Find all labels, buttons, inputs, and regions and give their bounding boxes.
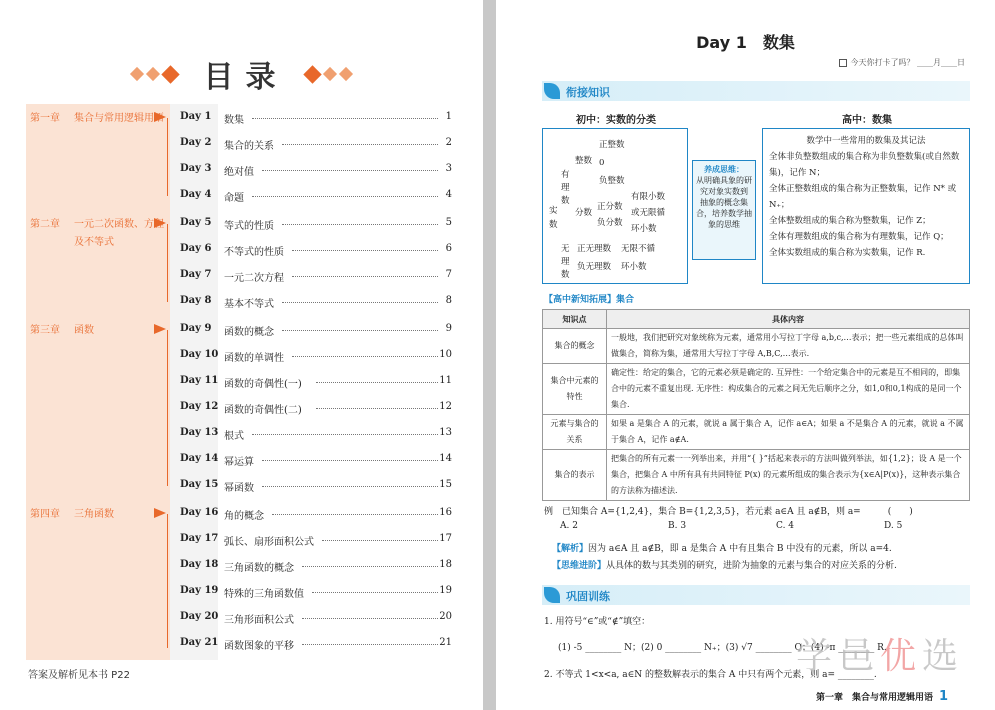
question-1-blanks[interactable]: (1) -5 ________ N；(2) 0 ________ N₊；(3) √7 ________ Q；(4) -π ________ R. — [558, 643, 887, 653]
question-1: 1. 用符号“∈”或“∉”填空： — [544, 617, 651, 627]
expand-label: 【高中新知拓展】集合 — [544, 295, 635, 305]
toc-row[interactable]: Day 14 幂运算 14 — [180, 453, 452, 468]
toc-row[interactable]: Day 5 等式的性质 5 — [180, 217, 452, 232]
toc-row[interactable]: Day 4 命题 4 — [180, 189, 452, 204]
table-row: 集合的表示 把集合的所有元素一一列举出来，并用“{ }”括起来表示的方法叫做列举法，如{1,2}；设 A 是一个集合，把集合 A 中所有具有共同特征 P(x) 的元素所组成的集合表示为{x∈A|P(x)}，这种表示集合的方法称为描述法. — [543, 450, 970, 501]
thinking-box: 养成思维： 从明确具象的研究对象实数到 抽象的概念集合，培养数学抽象的思维 — [692, 160, 756, 260]
example: 例 已知集合 A={1,2,4}，集合 B={1,2,3,5}，若元素 a∈A 且 a∉B，则 a= ( ) — [544, 507, 913, 517]
table-row: 集合中元素的特性 确定性：给定的集合，它的元素必须是确定的. 互异性：一个给定集合中的元素是互不相同的，即集合中的元素不重复出现. 无序性：构成集合的元素之间无先后顺序之分，如1,0和0,1构成的是同一个集合. — [543, 364, 970, 415]
question-2[interactable]: 2. 不等式 1<x<a, a∈N 的整数解表示的集合 A 中只有两个元素，则 a= ________. — [544, 670, 877, 680]
watermark: 学邑优选 — [796, 636, 965, 677]
checkin[interactable]: 今天你打卡了吗？ ____月____日 — [839, 57, 965, 68]
toc-table: 第一章 集合与常用逻辑用语 第二章 一元二次函数、方程及不等式 第三章 函数 第四章 三角函数 Day 1 数集 1 Day 2 集合的关系 2 Day 3 绝对值 3 Day 4 命题 4 Day 5 等式的性质 5 Day 6 不等式的性质 6 Day 7 一元二次方程 7 Day 8 基本不等式 8 Day 9 函数的概念 9 Day 10 函数的单调性 10 Day 11 函数的奇偶性(一) 11 Day 12 函数的奇偶性(二) 12 Day 13 根式 13 Day 14 幂运算 14 Day 15 幂函数 15 Day 16 角的概念 16 Day 17 弧长、扇形面积公式 17 Day 18 三角函数的概念 18 Day 19 特殊的三角函数值 19 Day 20 三角形面积公式 20 Day 21 函数图象的平移 21 — [26, 104, 460, 660]
toc-row[interactable]: Day 9 函数的概念 9 — [180, 323, 452, 338]
diamond-icon — [303, 65, 321, 83]
toc-row[interactable]: Day 17 弧长、扇形面积公式 17 — [180, 533, 452, 548]
toc-row[interactable]: Day 3 绝对值 3 — [180, 163, 452, 178]
table-row: 集合的概念 一般地，我们把研究对象统称为元素，通常用小写拉丁字母 a,b,c,…表示；把一些元素组成的总体叫做集合，简称为集，通常用大写拉丁字母 A,B,C,…表示. — [543, 329, 970, 364]
book-gutter — [483, 0, 496, 710]
toc-page — [0, 0, 483, 710]
section-bar: 巩固训练 — [542, 585, 970, 605]
book-icon — [544, 587, 560, 603]
knowledge-table: 知识点 具体内容 集合的概念 一般地，我们把研究对象统称为元素，通常用小写拉丁字母 a,b,c,…表示；把一些元素组成的总体叫做集合，简称为集，通常用大写拉丁字母 A,B,C,…表示. 集合中元素的特性 确定性：给定的集合，它的元素必须是确定的. 互异性：一个给定集合中的元素是互不相同的，即集合中的元素不重复出现. 无序性：构成集合的元素之间无先后顺序之分，如1,0和0,1构成的是同一个集合. 元素与集合的关系 如果 a 是集合 A 的元素，就说 a 属于集合 A，记作 a∈A；如果 a 不是集合 A 的元素，就说 a 不属于集合 A，记作 a∉A. 集合的表示 把集合的所有元素一一列举出来，并用“{ }”括起来表示的方法叫做列举法，如{1,2}；设 A 是一个集合，把集合 A 中所有具有共同特征 P(x) 的元素所组成的集合表示为{x∈A|P(x)}，这种表示集合的方法称为描述法. — [542, 309, 970, 501]
toc-row[interactable]: Day 19 特殊的三角函数值 19 — [180, 585, 452, 600]
toc-header — [0, 52, 483, 96]
toc-row[interactable]: Day 13 根式 13 — [180, 427, 452, 442]
analysis: 【解析】因为 a∈A 且 a∉B，即 a 是集合 A 中有且集合 B 中没有的元素，所以 a=4. — [552, 544, 892, 554]
page-number: 1 — [939, 689, 949, 704]
classification-tree: 实 数 有理数 无理数 整数 分数 正整数 0 负整数 正分数 负分数 有限小数 或无限循 环小数 正无理数 负无理数 无限不循 环小数 — [542, 128, 688, 284]
toc-row[interactable]: Day 7 一元二次方程 7 — [180, 269, 452, 284]
diamond-icon — [323, 67, 337, 81]
toc-row[interactable]: Day 10 函数的单调性 10 — [180, 349, 452, 364]
diamond-icon — [162, 65, 180, 83]
thinking-advance: 【思维进阶】从具体的数与其类别的研究，进阶为抽象的元素与集合的对应关系的分析. — [552, 561, 897, 571]
checkbox-icon[interactable] — [839, 59, 847, 67]
toc-row[interactable]: Day 6 不等式的性质 6 — [180, 243, 452, 258]
answer-note: 答案及解析见本书 P22 — [28, 670, 130, 681]
page-title: Day 1 数集 — [696, 33, 795, 52]
toc-row[interactable]: Day 20 三角形面积公式 20 — [180, 611, 452, 626]
toc-row[interactable]: Day 16 角的概念 16 — [180, 507, 452, 522]
table-row: 元素与集合的关系 如果 a 是集合 A 的元素，就说 a 属于集合 A，记作 a∈A；如果 a 不是集合 A 的元素，就说 a 不属于集合 A，记作 a∉A. — [543, 415, 970, 450]
section-bar: 衔接知识 — [542, 81, 970, 101]
toc-row[interactable]: Day 12 函数的奇偶性(二) 12 — [180, 401, 452, 416]
diamond-icon — [146, 67, 160, 81]
toc-row[interactable]: Day 18 三角函数的概念 18 — [180, 559, 452, 574]
toc-row[interactable]: Day 11 函数的奇偶性(一) 11 — [180, 375, 452, 390]
lesson-page: Day 1 数集 今天你打卡了吗？ ____月____日 衔接知识 初中：实数的分类 高中：数集 实 数 有理数 无理数 整数 分数 正整数 0 负整数 正分数 负分数 有限小数 或无限循 环小数 正无理数 负无理数 无限不循 环小数 养成思维： 从明确具象的研究对象实数到 抽象的概念集合，培养数学抽象的思维 数学中一些常用的数集及其记法 全体非负整数组成的集合称为非负整数集(或自然数集)，记作 N； 全体正整数组成的集合称为正整数集，记作 N* 或 N₊； 全体整数组成的集合称为整数集，记作 Z； 全体有理数组成的集合称为有理数集，记作 Q； 全体实数组成的集合称为实数集，记作 R. 【高中新知拓展】集合 知识点 具体内容 集合的概念 一般地，我们把研究对象统称为元素，通常用小写拉丁字母 a,b,c,…表示；把一些元素组成的总体叫做集合，简称为集，通常用大写拉丁字母 A,B,C,…表示. 集合中元素的特性 确定性：给定的集合，它的元素必须是确定的. 互异性：一个给定集合中的元素是互不相同的，即集合中的元素不重复出现. 无序性：构成集合的元素之间无先后顺序之分，如1,0和0,1构成的是同一个集合. 元素与集合的关系 如果 a 是集合 A 的元素，就说 a 属于集合 A，记作 a∈A；如果 a 不是集合 A 的元素，就说 a 不属于集合 A，记作 a∉A. 集合的表示 把集合的所有元素一一列举出来，并用“{ }”括起来表示的方法叫做列举法，如{1,2}；设 A 是一个集合，把集合 A 中所有具有共同特征 P(x) 的元素所组成的集合表示为{x∈A|P(x)}，这种表示集合的方法称为描述法. 例 已知集合 A={1,2,4}，集合 B={1,2,3,5}，若元素 a∈A 且 a∉B，则 a= ( ) A. 2 B. 3 C. 4 D. 5 【解析】因为 a∈A 且 a∉B，即 a 是集合 A 中有且集合 B 中没有的元素，所以 a=4. 【思维进阶】从具体的数与其类别的研究，进阶为抽象的元素与集合的对应关系的分析. 巩固训练 1. 用符号“∈”或“∉”填空： (1) -5 ________ N；(2) 0 ________ N₊；(3) √7 ________ Q；(4) -π ________ R. 2. 不等式 1<x<a, a∈N 的整数解表示的集合 A 中只有两个元素，则 a= ________. 学邑优选 第一章 集合与常用逻辑用语 1 — [496, 0, 995, 710]
junior-heading: 初中：实数的分类 — [576, 115, 656, 126]
diamond-icon — [339, 67, 353, 81]
senior-box: 数学中一些常用的数集及其记法 全体非负整数组成的集合称为非负整数集(或自然数集)，记作 N； 全体正整数组成的集合称为正整数集，记作 N* 或 N₊； 全体整数组成的集合称为整数集，记作 Z； 全体有理数组成的集合称为有理数集，记作 Q； 全体实数组成的集合称为实数集，记作 R. — [762, 128, 970, 284]
toc-row[interactable]: Day 15 幂函数 15 — [180, 479, 452, 494]
leaf-icon — [544, 83, 560, 99]
senior-heading: 高中：数集 — [842, 115, 892, 126]
toc-row[interactable]: Day 1 数集 1 — [180, 111, 452, 126]
page-footer: 第一章 集合与常用逻辑用语 1 — [816, 689, 949, 704]
toc-title: 目录 — [203, 60, 288, 95]
toc-row[interactable]: Day 21 函数图象的平移 21 — [180, 637, 452, 652]
diamond-icon — [130, 67, 144, 81]
toc-row[interactable]: Day 8 基本不等式 8 — [180, 295, 452, 310]
toc-row[interactable]: Day 2 集合的关系 2 — [180, 137, 452, 152]
